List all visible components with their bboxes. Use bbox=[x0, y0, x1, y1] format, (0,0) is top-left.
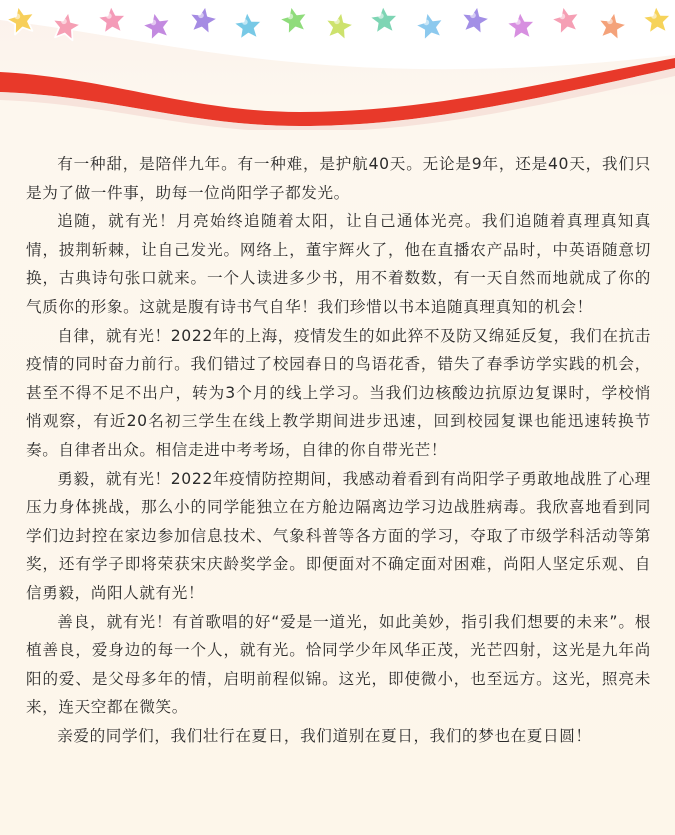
star-decoration-row bbox=[0, 0, 675, 52]
star-icon bbox=[319, 6, 358, 45]
star-icon bbox=[456, 0, 495, 39]
paragraph-kindness: 善良，就有光！有首歌唱的好“爱是一道光，如此美妙，指引我们想要的未来”。根植善良，爱身边的每一个人，就有光。恰同学少年风华正茂，光芒四射，这光是九年尚阳的爱、是父母多年的情，启明前程似锦。这光，即使微小，也至远方。这光，照亮未来，连天空都在微笑。 bbox=[26, 612, 651, 717]
paragraph-intro: 有一种甜，是陪伴九年。有一种难，是护航40天。无论是9年，还是40天，我们只是为了做一件事，助每一位尚阳学子都发光。 bbox=[26, 155, 651, 202]
star-icon bbox=[1, 0, 41, 40]
star-icon bbox=[546, 0, 586, 40]
paragraph-discipline: 自律，就有光！2022年的上海，疫情发生的如此猝不及防又绵延反复，我们在抗击疫情的同时奋力前行。我们错过了校园春日的鸟语花香，错失了春季访学实践的机会，甚至不得不足不出户，转为3个月的线上学习。当我们边核酸边抗原边复课时，学校悄悄观察，有近20名初三学生在线上教学期间进步迅速，回到校园复课也能迅速转换节奏。自律者出众。相信走进中考考场，自律的你自带光芒！ bbox=[26, 326, 651, 459]
star-icon bbox=[366, 2, 402, 38]
star-icon bbox=[273, 0, 313, 40]
paragraph-farewell: 亲爱的同学们，我们壮行在夏日，我们道别在夏日，我们的梦也在夏日圆！ bbox=[57, 726, 592, 745]
paragraph-pursuit: 追随，就有光！月亮始终追随着太阳，让自己通体光亮。我们追随着真理真知真情，披荆斩棘，让自己发光。网络上，董宇辉火了，他在直播农产品时，中英语随意切换，古典诗句张口就来。一个人读进多少书，用不着数数，有一天自然而地就成了你的气质你的形象。这就是腹有诗书气自华！我们珍惜以书本追随真理真知的机会！ bbox=[26, 212, 651, 316]
star-icon bbox=[639, 2, 675, 38]
star-icon bbox=[592, 6, 631, 45]
star-icon bbox=[183, 0, 222, 39]
star-icon bbox=[503, 8, 539, 44]
star-icon bbox=[410, 6, 450, 46]
article-body bbox=[26, 150, 651, 750]
paragraph-courage: 勇毅，就有光！2022年疫情防控期间，我感动着看到有尚阳学子勇敢地战胜了心理压力身体挑战，那么小的同学能独立在方舱边隔离边学习边战胜病毒。我欣喜地看到同学们边封控在家边参加信息技术、气象科普等各方面的学习，夺取了市级学科活动等第奖，还有学子即将荣获宋庆龄奖学金。即便面对不确定面对困难，尚阳人坚定乐观、自信勇毅，尚阳人就有光！ bbox=[26, 469, 651, 602]
star-icon bbox=[94, 2, 130, 38]
star-icon bbox=[230, 8, 266, 44]
star-icon bbox=[137, 6, 177, 46]
star-icon bbox=[47, 6, 86, 45]
